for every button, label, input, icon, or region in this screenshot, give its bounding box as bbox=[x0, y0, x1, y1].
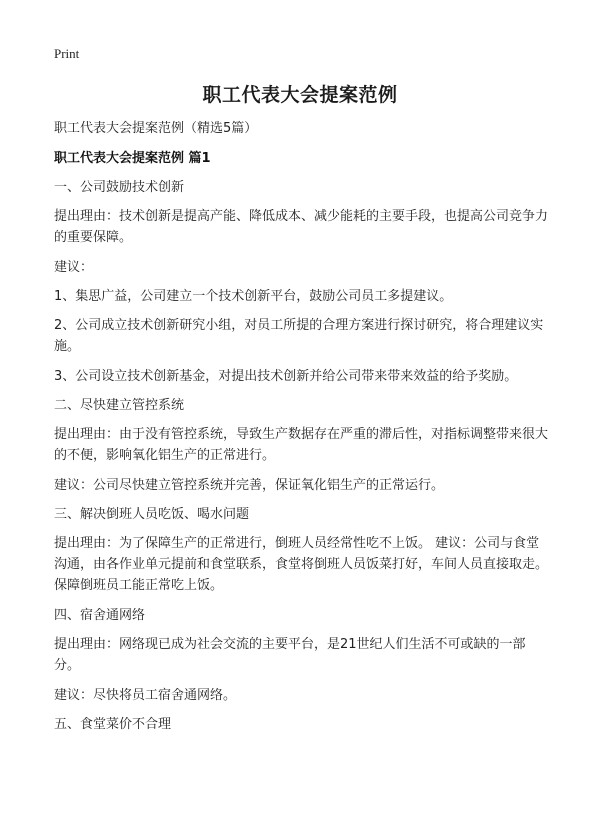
paragraph-suggestion-label: 建议： bbox=[54, 260, 94, 275]
paragraph-reason-4: 提出理由：网络现已成为社会交流的主要平台，是21世纪人们生活不可或缺的一部分。 bbox=[54, 637, 526, 673]
paragraph-reason-2: 提出理由：由于没有管控系统，导致生产数据存在严重的滞后性，对指标调整带来很大的不便，影响氧化铝生产的正常进行。 bbox=[54, 427, 549, 463]
paragraph-reason-3: 提出理由：为了保障生产的正常进行，倒班人员经常性吃不上饭。 建议：公司与食堂沟通，由各作业单元提前和食堂联系，食堂将倒班人员饭菜打好，车间人员直接取走。保障倒班员工能正常吃上饭。 bbox=[54, 536, 549, 593]
paragraph-suggestion-4: 建议：尽快将员工宿舍通网络。 bbox=[54, 688, 237, 703]
heading-2: 二、尽快建立管控系统 bbox=[54, 398, 185, 413]
paragraph-item-2: 2、公司成立技术创新研究小组，对员工所提的合理方案进行探讨研究，将合理建议实施。 bbox=[54, 318, 544, 354]
section-heading: 职工代表大会提案范例 篇1 bbox=[54, 151, 211, 166]
paragraph-item-1: 1、集思广益，公司建立一个技术创新平台，鼓励公司员工多提建议。 bbox=[54, 289, 453, 304]
paragraph-reason-1: 提出理由：技术创新是提高产能、降低成本、减少能耗的主要手段，也提高公司竞争力的重要保障。 bbox=[54, 209, 549, 245]
heading-3: 三、解决倒班人员吃饭、喝水问题 bbox=[54, 507, 250, 522]
heading-4: 四、宿舍通网络 bbox=[54, 608, 146, 623]
document-subtitle: 职工代表大会提案范例（精选5篇） bbox=[54, 121, 258, 136]
print-link[interactable]: Print bbox=[54, 46, 80, 61]
heading-5: 五、食堂菜价不合理 bbox=[54, 717, 172, 732]
paragraph-suggestion-2: 建议：公司尽快建立管控系统并完善，保证氧化铝生产的正常运行。 bbox=[54, 478, 445, 493]
document-body bbox=[54, 118, 550, 743]
heading-1: 一、公司鼓励技术创新 bbox=[54, 180, 185, 195]
page-title: 职工代表大会提案范例 bbox=[202, 84, 398, 106]
paragraph-item-3: 3、公司设立技术创新基金，对提出技术创新并给公司带来带来效益的给予奖励。 bbox=[54, 369, 518, 384]
